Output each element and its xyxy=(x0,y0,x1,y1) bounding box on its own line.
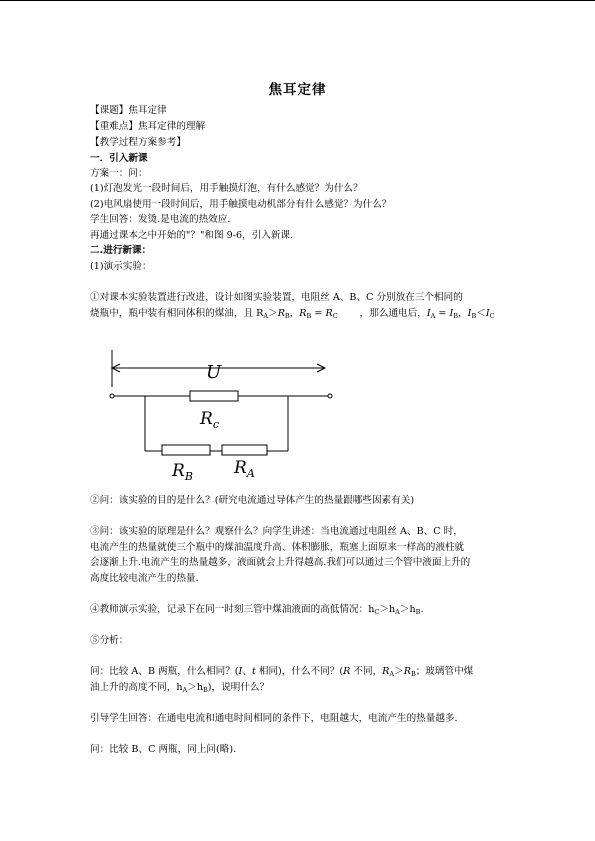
voltage-label: U xyxy=(206,362,222,383)
paragraph-3-line-4: 高度比较电流产生的热量. xyxy=(90,573,199,584)
paragraph-1-line-1: ①对课本实验装置进行改进，设计如图实验装置，电阻丝 A、B、C 分别放在三个相同的 xyxy=(90,292,463,303)
paragraph-5: ⑤分析： xyxy=(90,635,129,646)
plan-line: 方案一：问： xyxy=(90,168,148,179)
paragraph-7: 引导学生回答：在通电电流和通电时间相同的条件下，电阻越大，电流产生的热量越多. xyxy=(90,713,458,724)
left-terminal xyxy=(110,394,114,398)
question-2: (2)电风扇使用一段时间后，用手触摸电动机部分有什么感觉？为什么？ xyxy=(90,199,392,210)
label-rc: $R_c$ xyxy=(200,409,219,431)
resistor-rb xyxy=(162,445,210,455)
resistor-ra xyxy=(222,445,267,455)
resistor-rc xyxy=(190,391,238,401)
question-1: (1)灯泡发光一段时间后，用手触摸灯泡，有什么感觉？为什么？ xyxy=(90,183,363,194)
label-rb: $R_B$ xyxy=(172,461,193,483)
paragraph-3-line-1: ③问：该实验的原理是什么？观察什么？向学生讲述：当电流通过电阻丝 A、B、C 时， xyxy=(90,526,463,537)
process-line: 【教学过程方案参考】 xyxy=(90,137,186,148)
paragraph-2: ②问：该实验的目的是什么？(研究电流通过导体产生的热量跟哪些因素有关) xyxy=(90,495,415,506)
page-top-border xyxy=(0,0,595,1)
paragraph-1-line-2: 烧瓶中，瓶中装有相同体积的煤油，且 $R_A>R_B$，$R_B = R_C$ ，那么通电后，$I_A = I_B$，$I_B<I_C$ xyxy=(90,308,495,320)
section2-heading: 二.进行新课： xyxy=(90,245,152,256)
paragraph-3-line-3: 会逐渐上升.电流产生的热量越多，液面就会上升得越高.我们可以通过三个管中液面上升的 xyxy=(90,557,471,568)
intro-line: 再通过课本之中开始的"？"和图 9-6，引入新课. xyxy=(90,230,294,241)
paragraph-3-line-2: 电流产生的热量就使三个瓶中的煤油温度升高、体积膨胀，瓶塞上面原来一样高的液柱就 xyxy=(90,542,465,553)
key-points-line: 【重难点】焦耳定律的理解 xyxy=(90,121,206,132)
topic-line: 【课题】焦耳定律 xyxy=(90,105,167,116)
paragraph-6-line-1: 问：比较 A、B 两瓶，什么相同？(I、t 相同)，什么不同？(R 不同，$R_A>R_B$；玻璃管中煤 xyxy=(90,666,474,678)
label-ra: $R_A$ xyxy=(234,458,255,480)
paragraph-6-line-2: 油上升的高度不同，$h_A>h_B$)，说明什么？ xyxy=(90,682,270,694)
paragraph-4: ④教师演示实验，记录下在同一时刻三管中煤油液面的高低情况：$h_C>h_A>h_B$. xyxy=(90,604,424,616)
circuit-diagram xyxy=(100,345,340,490)
demo-line: (1)演示实验： xyxy=(90,261,152,272)
page-title: 焦耳定律 xyxy=(268,82,327,98)
paragraph-8: 问：比较 B、C 两瓶，同上问(略). xyxy=(90,744,237,755)
right-terminal xyxy=(328,394,332,398)
student-answer: 学生回答：发烫.是电流的热效应. xyxy=(90,214,231,225)
section1-heading: 一．引入新课 xyxy=(90,153,148,164)
